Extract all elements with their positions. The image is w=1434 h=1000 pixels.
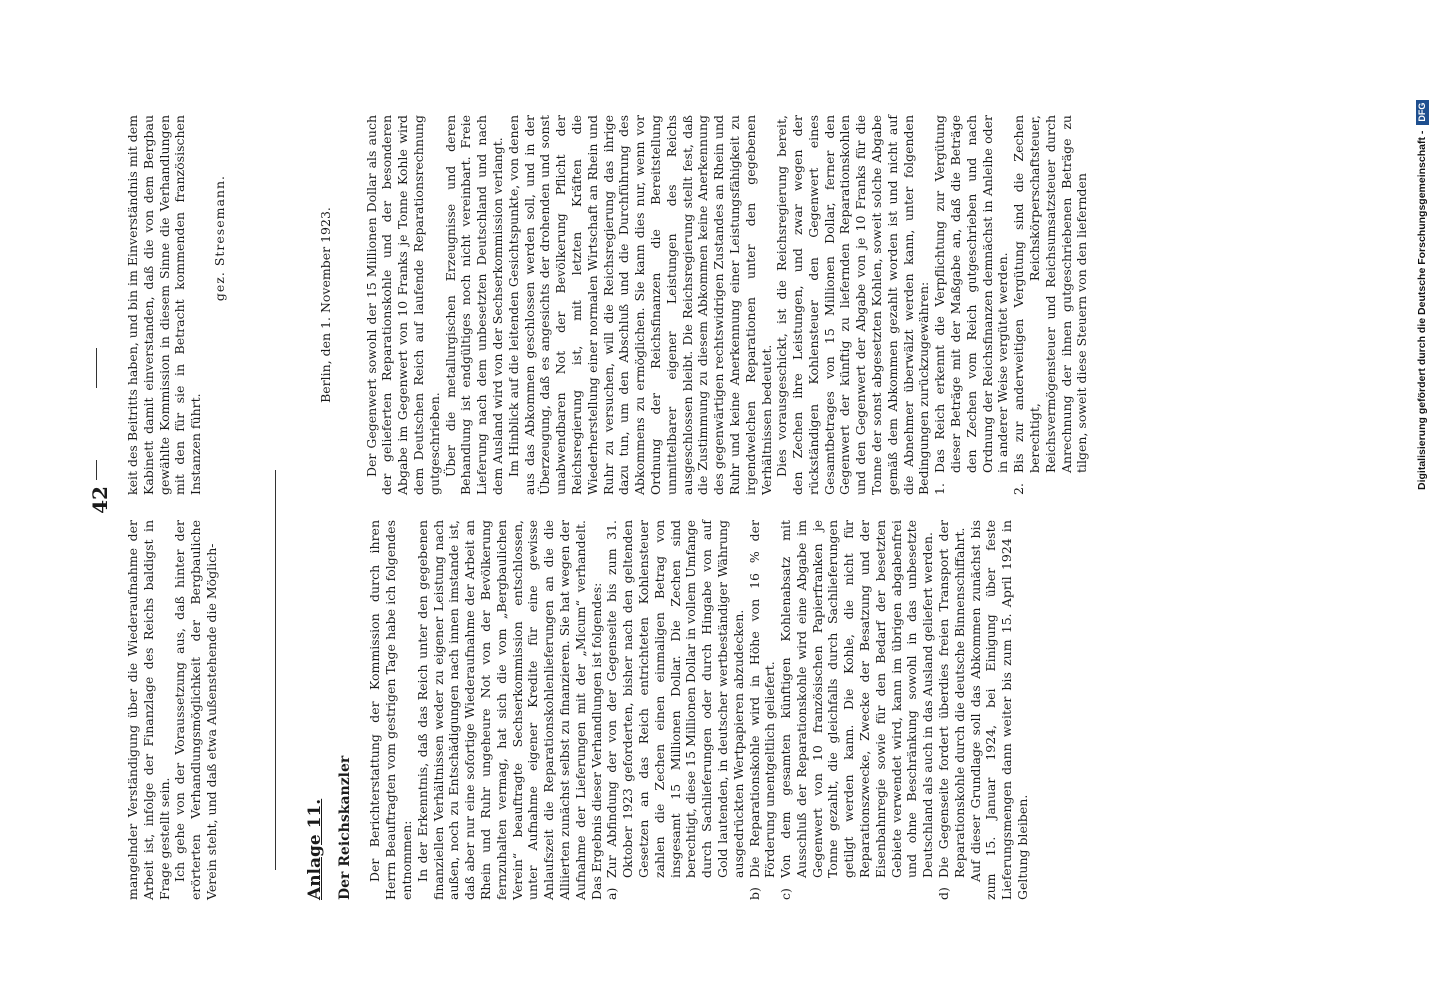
right-column [125,115,1090,495]
recipient-heading: Der Reichskanzler [336,755,353,900]
list-item [936,520,968,900]
list-item-text: Von dem gesamten künftigen Kohlenabsatz mit Ausschluß der Reparationskohle wird eine Abgabe im Gegenwert von 10 französischen Papierfranken je Tonne gezahlt, die gleichfalls durch Sachlieferungen getilgt werden kann. Die Kohle, die nicht für Reparationszwecke, Zwecke der Besatzung und der Eisenbahnregie sowie für den Bedarf der besetzten Gebiete verwendet wird, kann im übrigen abgabenfrei und ohne Beschränkung sowohl in das unbesetzte Deutschland als auch in das Ausland geliefert werden. [778,520,936,878]
dateline: Berlin, den 1. November 1923. [317,207,333,403]
right-paragraph-3: Im Hinblick auf die leitenden Gesichtspunkte, von denen aus das Abkommen geschlossen werden soll, und in der Überzeugung, daß es angesichts der drohenden und sonst unabwendbaren Not der Bevölkerung Pflicht der Reichsregierung ist, mit letzten Kräften die Wiederherstellung einer normalen Wirtschaft an Rhein und Ruhr zu versuchen, will die Reichsregierung das ihrige dazu tun, um den Abschluß und die Durchführung des Abkommens zu ermöglichen. Sie kann dies nur, wenn vor Ordnung der Reichsfinanzen die Bereitstellung unmittelbarer eigener Leistungen des Reichs ausgeschlossen bleibt. Die Reichsregierung stellt fest, daß die Zustimmung zu diesem Abkommen keine Anerkennung des gegenwärtigen rechtswidrigen Zustandes an Rhein und Ruhr und keine Anerkennung einer Leistungsfähigkeit zu irgendwelchen Reparationen unter den gegebenen Verhältnissen bedeutet. [505,115,774,495]
left-paragraph-2: Ich gehe von der Voraussetzung aus, daß hinter der erörterten Verhandlungsmöglichkeit der Bergbauliche Verein steht, und daß etwa Außenstehende die Möglich- [172,520,219,900]
right-cont-paragraph: keit des Beitritts haben, und bin im Einverständnis mit dem Kabinett damit einverstanden, daß die von dem Bergbau gewählte Kommission in diesem Sinne die Verhandlungen mit den für sie in Betracht kommenden französischen Instanzen führt. [125,115,204,495]
left-column [125,520,1031,900]
list-item-text: Zur Abfindung der von der Gegenseite bis zum 31. Oktober 1923 geforderten, bisher nach den geltenden Gesetzen an das Reich entrichteten Kohlensteuer zahlen die Zechen einen einmaligen Betrag von insgesamt 15 Millionen Dollar. Die Zechen sind berechtigt, diese 15 Millionen Dollar in vollem Umfange durch Sachlieferungen oder durch Hingabe von auf Gold lautenden, in deutscher wertbeständiger Währung ausgedrückten Wertpapieren abzudecken. [604,520,746,878]
list-item-label: 1. [932,483,948,495]
left-paragraph-3: In der Erkenntnis, daß das Reich unter den gegebenen finanziellen Verhältnissen weder zu eigener Leistung nach außen, noch zu Entschädigungen nach innen imstande ist, daß aber nur eine sofortige Wiederaufnahme der Arbeit an Rhein und Ruhr ungeheure Not von der Bevölkerung fernzuhalten vermag, hat sich die vom „Bergbaulichen Verein“ beauftragte Sechserkommission entschlossen, unter Aufnahme eigener Kredite für eine gewisse Anlaufszeit die Reparationskohlenlieferungen an die die Alliierten zunächst selbst zu finanzieren. Sie hat wegen der Aufnahme der Lieferungen mit der „Micum“ verhandelt. Das Ergebnis dieser Verhandlungen ist folgendes: [414,520,604,900]
credit-text: Digitalisierung gefördert durch die Deutsche Forschungsgemeinschaft - [1416,130,1428,490]
list-item-label: d) [936,887,952,900]
dfg-logo: DFG [1416,100,1429,125]
digitization-credit-bar [1410,0,1434,1000]
list-item [778,520,936,900]
list-item [932,115,1011,495]
right-paragraph-4: Dies vorausgeschickt, ist die Reichsregierung bereit, den Zechen ihre Leistungen, und zwar wegen der rückständigen Kohlensteuer den Gegenwert eines Gesamtbetrages von 15 Millionen Dollar, ferner den Gegenwert der künftig zu liefernden Reparationskohlen und den Gegenwert der Abgabe von je 10 Franks für die Tonne der sonst abgesetzten Kohlen, soweit solche Abgabe gemäß dem Abkommen gezahlt worden ist und nicht auf die Abnehmer überwälzt werden kann, unter folgenden Bedingungen zurückzugewähren: [774,115,932,495]
list-item-text: Bis zur anderweitigen Vergütung sind die Zechen berechtigt, Reichskörperschaftsteuer, Reichsvermögensteuer und Reichsumsatzsteuer durch Anrechnung der ihnen gutgeschriebenen Beträge zu tilgen, soweit diese Steuern von den liefernden [1011,115,1090,473]
section-divider-left [275,470,276,870]
list-item-text: Die Gegenseite fordert überdies freien Transport der Reparationskohle durch die deutsche Binnenschiffahrt. [936,520,967,878]
list-item [1011,115,1090,495]
header-dash-right [96,348,97,388]
page-header [88,80,118,920]
list-item-label: c) [778,888,794,900]
digitization-credit [1410,0,1434,490]
intro-paragraph: Der Berichterstattung der Kommission durch ihren Herrn Beauftragten vom gestrigen Tage habe ich folgendes entnommen: [367,520,414,900]
page-number: 42 [88,486,112,514]
anlage-title: Anlage 11. [304,798,325,900]
closing-paragraph: Auf dieser Grundlage soll das Abkommen zunächst bis zum 15. Januar 1924, bei Einigung über feste Lieferungsmengen dann weiter bis zum 15. April 1924 in Geltung bleiben. [967,520,1031,900]
signature: gez. Stresemann. [211,175,227,302]
list-item [747,520,779,900]
list-item-label: a) [604,887,620,900]
list-item [604,520,746,900]
list-item-label: 2. [1011,483,1027,495]
list-item-text: Die Reparationskohle wird in Höhe von 16 % der Förderung unentgeltlich geliefert. [746,520,778,878]
list-item-text: Das Reich erkennt die Verpflichtung zur Vergütung dieser Beträge mit der Maßgabe an, daß die Beträge den Zechen vom Reich gutgeschrieben und nach Ordnung der Reichsfinanzen demnächst in Anleihe oder in anderer Weise vergütet werden. [932,115,1011,473]
list-item-label: b) [746,887,762,900]
left-cont-paragraph: mangelnder Verständigung über die Wiederaufnahme der Arbeit ist, infolge der Finanzlage des Reichs baldigst in Frage gestellt sein. [125,520,172,900]
right-paragraph-2: Über die metallurgischen Erzeugnisse und deren Behandlung ist endgültiges noch nicht vereinbart. Freie Lieferung nach dem unbesetzten Deutschland und nach dem Ausland wird von der Sechserkommission verlangt. [442,115,505,495]
right-paragraph-1: Der Gegenwert sowohl der 15 Millionen Dollar als auch der gelieferten Reparationskohle und der besonderen Abgabe im Gegenwert von 10 Franks je Tonne Kohle wird dem Deutschen Reich auf laufende Reparationsrechnung gutgeschrieben. [363,115,442,495]
